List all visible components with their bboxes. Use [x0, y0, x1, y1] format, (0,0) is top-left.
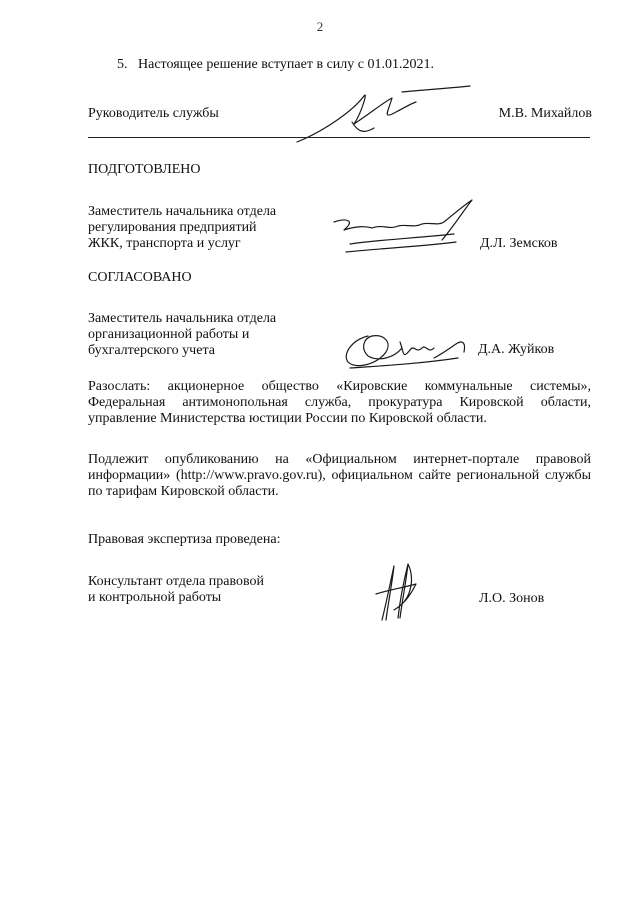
agreed-signature — [338, 318, 478, 378]
page-number: 2 — [316, 19, 324, 34]
prepared-name: Д.Л. Земсков — [480, 236, 558, 251]
legal-review-statement: Правовая экспертиза проведена: — [88, 532, 281, 547]
distribution-paragraph: Разослать: акционерное общество «Кировские коммунальные системы», Федеральная антимонопольная служба, прокуратура Кировской области, управление Министерства юстиции России по Кировской области. — [88, 379, 591, 426]
agreed-name: Д.А. Жуйков — [478, 342, 555, 357]
head-name: М.В. Михайлов — [498, 106, 592, 121]
legal-review-signature — [368, 560, 428, 626]
publication-paragraph: Подлежит опубликованию на «Официальном интернет-портале правовой информации» (http://www.pravo.gov.ru), официальном сайте региональной службы по тарифам Кировской области. — [88, 452, 591, 499]
agreed-role-line: организационной работы и — [88, 327, 250, 342]
legal-review-name: Л.О. Зонов — [479, 591, 545, 606]
head-signature — [292, 82, 482, 152]
prepared-role-line: регулирования предприятий — [88, 220, 257, 235]
clause-number: 5. — [117, 57, 128, 72]
legal-review-role-line: и контрольной работы — [88, 590, 222, 605]
prepared-role-line: Заместитель начальника отдела — [88, 204, 277, 219]
agreed-role-line: Заместитель начальника отдела — [88, 311, 277, 326]
agreed-role-line: бухгалтерского учета — [88, 343, 215, 358]
agreed-role — [88, 311, 328, 359]
prepared-signature — [326, 196, 486, 266]
clause-5 — [117, 57, 434, 73]
prepared-role — [88, 204, 328, 252]
signature-divider — [88, 137, 590, 138]
clause-text: Настоящее решение вступает в силу с 01.01.2021. — [138, 57, 434, 72]
legal-review-role — [88, 574, 328, 606]
prepared-heading: ПОДГОТОВЛЕНО — [88, 162, 201, 177]
legal-review-role-line: Консультант отдела правовой — [88, 574, 265, 589]
prepared-role-line: ЖКК, транспорта и услуг — [88, 236, 241, 251]
head-role: Руководитель службы — [88, 106, 219, 121]
agreed-heading: СОГЛАСОВАНО — [88, 270, 192, 285]
